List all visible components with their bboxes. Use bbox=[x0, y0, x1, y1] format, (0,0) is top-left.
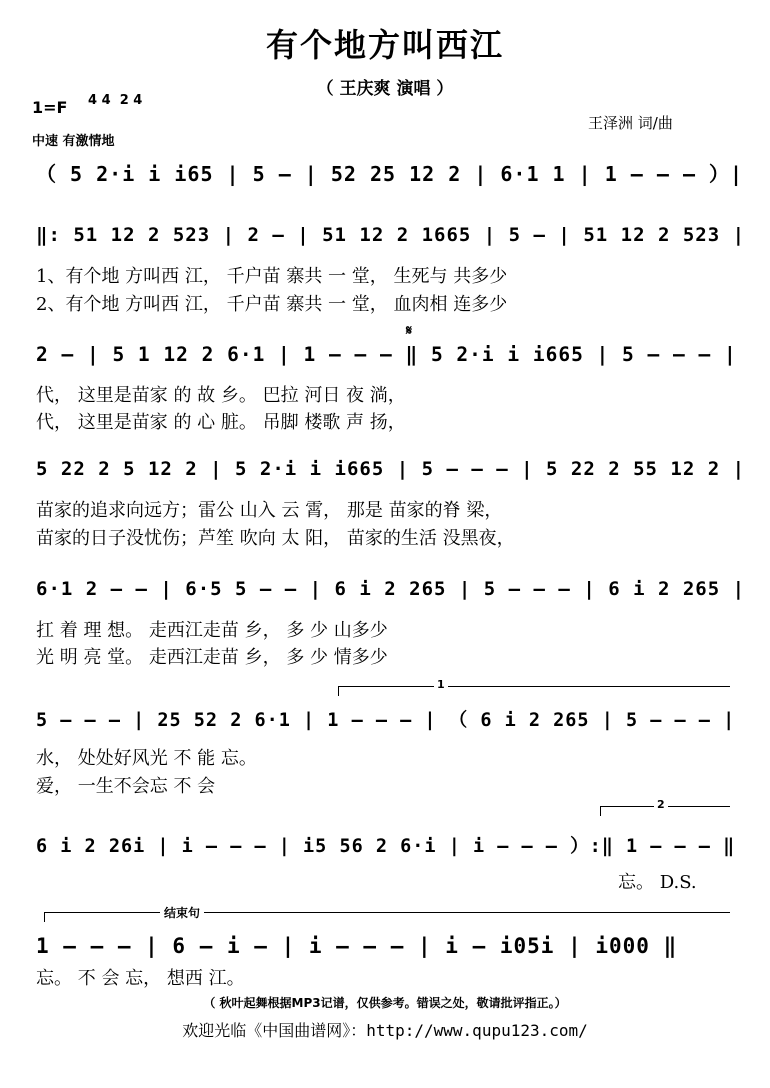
transcription-note: （ 秋叶起舞根据MP3记谱，仅供参考。错误之处，敬请批评指正。） bbox=[203, 996, 567, 1010]
tempo-marking: 中速 有激情地 bbox=[32, 134, 115, 149]
volta-1-label: 1 bbox=[434, 678, 448, 691]
segno-sign: 𝄋 bbox=[406, 323, 413, 339]
score-row-5-lyrics-2: 光 明 亮 堂。 走西江走苗 乡， 多 少 情多少 bbox=[36, 647, 388, 668]
site-link[interactable]: 欢迎光临《中国曲谱网》：http://www.qupu123.com/ bbox=[182, 1021, 588, 1040]
score-row-2-notes: ‖: 51 12 2 523 | 2 – | 51 12 2 1665 | 5 – | 51 12 2 523 | bbox=[36, 224, 746, 246]
composer-credit: 王泽洲 词/曲 bbox=[588, 114, 673, 132]
coda-bracket bbox=[44, 912, 730, 913]
coda-tick bbox=[44, 912, 45, 922]
volta-2-label: 2 bbox=[654, 798, 668, 811]
score-row-6-lyrics-1: 水， 处处好风光 不 能 忘。 bbox=[36, 748, 257, 769]
time-signature-a: 4 4 bbox=[88, 93, 111, 108]
volta-1-bracket bbox=[338, 686, 730, 687]
score-row-4-notes: 5 22 2 5 12 2 | 5 2·i i i665 | 5 – – – | 5 22 2 55 12 2 | bbox=[36, 458, 746, 480]
score-row-7-notes: 6 i 2 26i | i – – – | i5 56 2 6·i | i – – – ）:‖ 1 – – – ‖ bbox=[36, 836, 736, 857]
score-row-8-notes: 1 – – – | 6 – i – | i – – – | i – i05i | i000 ‖ bbox=[36, 934, 678, 958]
score-row-5-lyrics-1: 扛 着 理 想。 走西江走苗 乡， 多 少 山多少 bbox=[36, 620, 388, 641]
key-signature: 1=F bbox=[32, 98, 68, 117]
song-title: 有个地方叫西江 bbox=[265, 26, 504, 64]
score-row-1-notes: （ 5 2·i i i65 | 5 – | 52 25 12 2 | 6·1 1 | 1 – – – ）| bbox=[36, 162, 744, 186]
singer-credit: （ 王庆爽 演唱 ） bbox=[316, 79, 454, 99]
score-row-2-lyrics-1: 1、有个地 方叫西 江， 千户苗 寨共 一 堂， 生死与 共多少 bbox=[36, 266, 508, 287]
coda-label: 结束句 bbox=[160, 904, 204, 921]
score-row-6-notes: 5 – – – | 25 52 2 6·1 | 1 – – – | （ 6 i 2 265 | 5 – – – | bbox=[36, 710, 736, 731]
score-row-7-lyrics-1: 忘。 D.S. bbox=[618, 872, 697, 893]
score-row-3-lyrics-1: 代， 这里是苗家 的 故 乡。 巴拉 河日 夜 淌， bbox=[36, 385, 406, 406]
score-row-4-lyrics-1: 苗家的追求向远方；雷公 山入 云 霄， 那是 苗家的脊 梁， bbox=[36, 500, 503, 521]
score-row-8-lyrics-1: 忘。 不 会 忘， 想西 江。 bbox=[36, 968, 245, 989]
score-row-3-notes: 2 – | 5 1 12 2 6·1 | 1 – – – ‖ 5 2·i i i665 | 5 – – – | bbox=[36, 343, 737, 366]
score-row-4-lyrics-2: 苗家的日子没忧伤；芦笙 吹向 太 阳， 苗家的生活 没黑夜， bbox=[36, 528, 515, 549]
score-row-3-lyrics-2: 代， 这里是苗家 的 心 脏。 吊脚 楼歌 声 扬， bbox=[36, 412, 406, 433]
volta-2-tick bbox=[600, 806, 601, 816]
score-row-5-notes: 6·1 2 – – | 6·5 5 – – | 6 i 2 265 | 5 – – – | 6 i 2 265 | bbox=[36, 578, 746, 600]
time-signature-b: 2 4 bbox=[119, 93, 143, 108]
score-row-6-lyrics-2: 爱， 一生不会忘 不 会 bbox=[36, 776, 216, 797]
volta-1-tick bbox=[338, 686, 339, 696]
time-signature bbox=[88, 94, 142, 108]
score-row-2-lyrics-2: 2、有个地 方叫西 江， 千户苗 寨共 一 堂， 血肉相 连多少 bbox=[36, 294, 508, 315]
